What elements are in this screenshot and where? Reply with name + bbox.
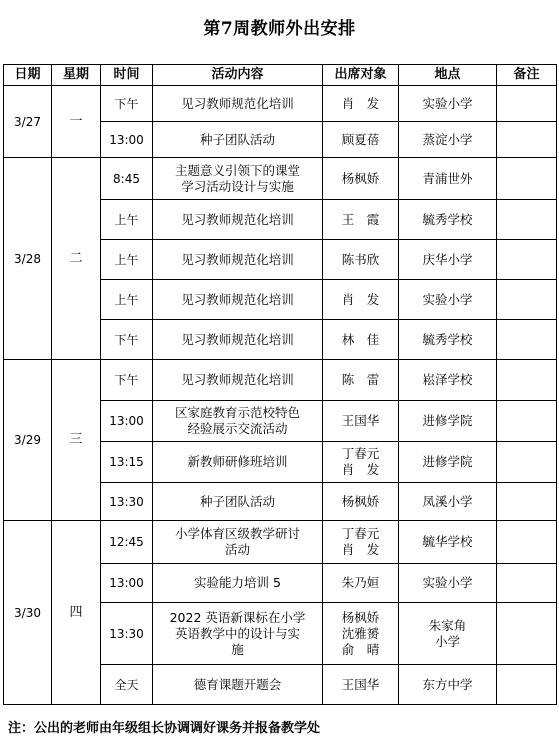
activity-cell <box>153 122 323 158</box>
attendee-cell <box>323 483 399 521</box>
location-cell-line: 蒸淀小学 <box>422 131 473 147</box>
activity-cell-line: 见习教师规范化培训 <box>181 291 294 307</box>
header-location: 地点 <box>399 65 497 86</box>
attendee-cell <box>323 603 399 665</box>
activity-cell <box>153 603 323 665</box>
time-cell: 下午 <box>101 360 153 401</box>
activity-cell-line: 新教师研修班培训 <box>187 454 288 469</box>
activity-cell-line: 学习活动设计与实施 <box>181 178 294 194</box>
note-cell <box>497 158 557 200</box>
location-cell-line: 毓华学校 <box>422 534 473 549</box>
attendee-cell <box>323 564 399 603</box>
location-cell <box>399 122 497 158</box>
attendee-cell-line: 王国华 <box>341 676 380 692</box>
time-cell: 下午 <box>101 86 153 122</box>
schedule-body <box>4 86 557 705</box>
note-cell <box>497 603 557 665</box>
activity-cell-line: 区家庭教育示范校特色 <box>174 405 300 420</box>
attendee-cell <box>323 360 399 401</box>
activity-cell <box>153 521 323 564</box>
activity-cell-line: 实验能力培训 5 <box>194 575 281 590</box>
location-cell <box>399 360 497 401</box>
location-cell <box>399 200 497 240</box>
header-weekday: 星期 <box>52 65 101 86</box>
note-cell <box>497 240 557 280</box>
activity-cell <box>153 665 323 705</box>
location-cell <box>399 86 497 122</box>
attendee-cell-line: 肖 发 <box>341 542 380 557</box>
location-cell <box>399 521 497 564</box>
note-cell <box>497 564 557 603</box>
attendee-cell-line: 林 佳 <box>341 331 380 347</box>
note-cell <box>497 320 557 360</box>
note-cell <box>497 122 557 158</box>
location-cell-line: 凤溪小学 <box>422 493 473 509</box>
activity-cell-line: 见习教师规范化培训 <box>181 372 294 387</box>
header-note: 备注 <box>497 65 557 86</box>
date-cell: 3/30 <box>4 521 52 705</box>
weekday-cell: 四 <box>52 521 101 705</box>
location-cell-line: 东方中学 <box>422 676 473 692</box>
location-cell-line: 崧泽学校 <box>422 372 473 387</box>
location-cell <box>399 280 497 320</box>
location-cell-line: 实验小学 <box>422 291 473 307</box>
schedule-row <box>4 86 557 122</box>
attendee-cell-line: 杨枫娇 <box>341 609 380 625</box>
header-date: 日期 <box>4 65 52 86</box>
schedule-table <box>3 64 557 705</box>
attendee-cell <box>323 200 399 240</box>
time-cell: 上午 <box>101 280 153 320</box>
time-cell: 12:45 <box>101 521 153 564</box>
location-cell-line: 进修学院 <box>422 413 473 428</box>
attendee-cell <box>323 401 399 442</box>
activity-cell <box>153 564 323 603</box>
attendee-cell-line: 沈雅赟 <box>341 625 380 641</box>
attendee-cell <box>323 158 399 200</box>
activity-cell-line: 种子团队活动 <box>199 493 275 509</box>
attendee-cell <box>323 442 399 483</box>
location-cell <box>399 401 497 442</box>
location-cell-line: 进修学院 <box>422 454 473 469</box>
time-cell: 13:00 <box>101 401 153 442</box>
schedule-row <box>4 521 557 564</box>
time-cell: 全天 <box>101 665 153 705</box>
location-cell-line: 庆华小学 <box>422 251 473 267</box>
header-attendee: 出席对象 <box>323 65 399 86</box>
activity-cell <box>153 86 323 122</box>
location-cell <box>399 483 497 521</box>
weekday-cell: 一 <box>52 86 101 158</box>
note-cell <box>497 200 557 240</box>
time-cell: 上午 <box>101 200 153 240</box>
attendee-cell-line: 王 霞 <box>341 211 380 227</box>
page-title: 第7周教师外出安排 <box>203 19 356 39</box>
location-cell <box>399 442 497 483</box>
attendee-cell-line: 王国华 <box>341 413 380 428</box>
activity-cell-line: 经验展示交流活动 <box>187 421 288 436</box>
location-cell-line: 青浦世外 <box>422 170 473 186</box>
weekday-cell: 二 <box>52 158 101 360</box>
attendee-cell-line: 俞 晴 <box>341 641 380 657</box>
time-cell: 13:30 <box>101 483 153 521</box>
attendee-cell <box>323 320 399 360</box>
activity-cell <box>153 360 323 401</box>
time-cell: 上午 <box>101 240 153 280</box>
activity-cell-line: 见习教师规范化培训 <box>181 251 294 267</box>
location-cell <box>399 603 497 665</box>
attendee-cell-line: 丁春元 <box>341 526 380 541</box>
attendee-cell-line: 肖 发 <box>341 462 380 477</box>
activity-cell-line: 德育课题开题会 <box>193 676 282 692</box>
time-cell: 13:30 <box>101 603 153 665</box>
activity-cell-line: 种子团队活动 <box>199 131 275 147</box>
attendee-cell <box>323 240 399 280</box>
activity-cell-line: 见习教师规范化培训 <box>181 211 294 227</box>
attendee-cell-line: 杨枫娇 <box>341 170 380 186</box>
weekday-cell: 三 <box>52 360 101 521</box>
location-cell-line: 实验小学 <box>422 95 473 111</box>
activity-cell-line: 施 <box>231 641 244 657</box>
activity-cell-line: 见习教师规范化培训 <box>181 331 294 347</box>
attendee-cell <box>323 521 399 564</box>
header-activity: 活动内容 <box>153 65 323 86</box>
attendee-cell-line: 陈 雷 <box>341 372 380 387</box>
location-cell <box>399 665 497 705</box>
activity-cell <box>153 442 323 483</box>
attendee-cell-line: 丁春元 <box>341 446 380 461</box>
attendee-cell-line: 杨枫娇 <box>341 493 380 509</box>
activity-cell-line: 见习教师规范化培训 <box>181 95 294 111</box>
date-cell: 3/28 <box>4 158 52 360</box>
note-cell <box>497 442 557 483</box>
activity-cell-line: 英语教学中的设计与实 <box>174 625 300 641</box>
attendee-cell-line: 肖 发 <box>341 291 380 307</box>
time-cell: 13:00 <box>101 564 153 603</box>
activity-cell-line: 活动 <box>224 542 250 557</box>
location-cell-line: 毓秀学校 <box>422 331 473 347</box>
attendee-cell-line: 肖 发 <box>341 95 380 111</box>
activity-cell <box>153 483 323 521</box>
footer-note: 注：公出的老师由年级组长协调调好课务并报备教学处 <box>8 721 321 736</box>
activity-cell-line: 小学体育区级教学研讨 <box>174 526 300 541</box>
note-cell <box>497 665 557 705</box>
activity-cell-line: 2022 英语新课标在小学 <box>169 609 306 625</box>
attendee-cell <box>323 86 399 122</box>
date-cell: 3/27 <box>4 86 52 158</box>
attendee-cell-line: 朱乃姮 <box>341 575 380 590</box>
location-cell-line: 实验小学 <box>422 575 473 590</box>
schedule-row <box>4 158 557 200</box>
time-cell: 8:45 <box>101 158 153 200</box>
location-cell-line: 小学 <box>434 633 460 649</box>
note-cell <box>497 280 557 320</box>
location-cell <box>399 240 497 280</box>
attendee-cell-line: 顾夏蓓 <box>341 131 380 147</box>
attendee-cell-line: 陈书欣 <box>341 251 380 267</box>
location-cell <box>399 320 497 360</box>
attendee-cell <box>323 665 399 705</box>
activity-cell <box>153 158 323 200</box>
header-row <box>4 65 557 86</box>
activity-cell <box>153 240 323 280</box>
activity-cell-line: 主题意义引领下的课堂 <box>174 162 300 178</box>
note-cell <box>497 86 557 122</box>
activity-cell <box>153 280 323 320</box>
date-cell: 3/29 <box>4 360 52 521</box>
note-cell <box>497 360 557 401</box>
location-cell <box>399 564 497 603</box>
note-cell <box>497 483 557 521</box>
location-cell-line: 朱家角 <box>428 617 467 633</box>
note-cell <box>497 401 557 442</box>
header-time: 时间 <box>101 65 153 86</box>
time-cell: 下午 <box>101 320 153 360</box>
activity-cell <box>153 401 323 442</box>
time-cell: 13:00 <box>101 122 153 158</box>
schedule-row <box>4 360 557 401</box>
attendee-cell <box>323 122 399 158</box>
location-cell <box>399 158 497 200</box>
attendee-cell <box>323 280 399 320</box>
note-cell <box>497 521 557 564</box>
activity-cell <box>153 320 323 360</box>
activity-cell <box>153 200 323 240</box>
location-cell-line: 毓秀学校 <box>422 211 473 227</box>
time-cell: 13:15 <box>101 442 153 483</box>
